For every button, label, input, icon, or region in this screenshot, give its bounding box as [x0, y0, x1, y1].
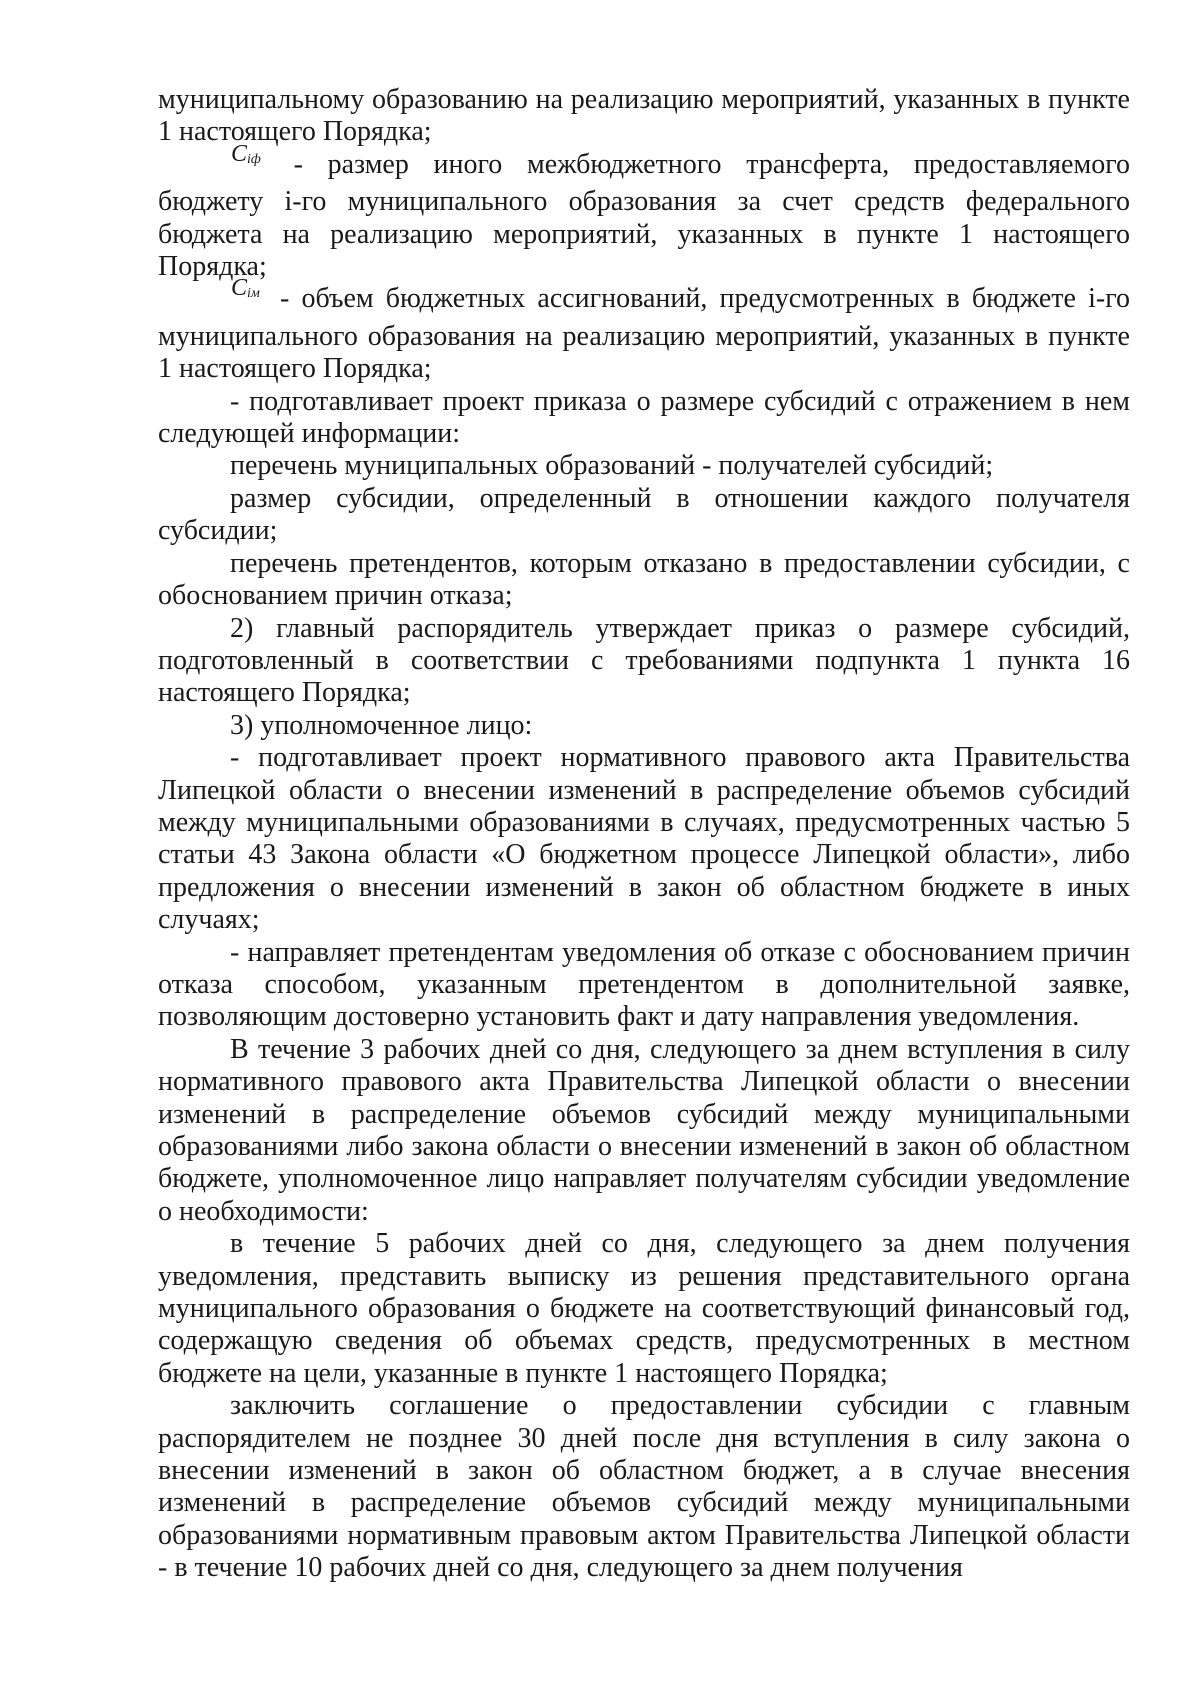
paragraph-text: заключить соглашение о предоставлении субсидии с главным распорядителем не позднее 30 дней после дня вступления в силу закона о внесении изменений в закон об областном бюджет, а в случае внесения изменений в распределение объемов субсидий между муниципальными образованиями нормативным правовым актом Правительства Липецкой области - в течение 10 рабочих дней со дня, следующего за днем получения	[158, 1390, 1130, 1584]
numbered-item	[158, 613, 1130, 710]
paragraph	[158, 742, 1130, 936]
document-text	[158, 84, 1130, 1585]
paragraph-text: перечень муниципальных образований - получателей субсидий;	[230, 450, 994, 482]
paragraph-text: В течение 3 рабочих дней со дня, следующего за днем вступления в силу нормативного правового акта Правительства Липецкой области о внесении изменений в распределение объемов субсидий между муниципальными образованиями либо закона области о внесении изменений в закон об областном бюджете, уполномоченное лицо направляет получателям субсидии уведомление о необходимости:	[158, 1033, 1130, 1227]
symbol-letter: C	[231, 140, 248, 167]
paragraph	[158, 937, 1130, 1034]
paragraph-text: в течение 5 рабочих дней со дня, следующего за днем получения уведомления, представить выписку из решения представительного органа муниципального образования о бюджете на соответствующий финансовый год, содержащую сведения об объемах средств, предусмотренных в местном бюджете на цели, указанные в пункте 1 настоящего Порядка;	[158, 1228, 1130, 1389]
formula-definition-paragraph	[158, 275, 1130, 385]
paragraph	[158, 1228, 1130, 1390]
formula-symbol	[231, 275, 260, 301]
paragraph-text: 3) уполномоченное лицо:	[230, 709, 533, 741]
numbered-item	[158, 710, 1130, 742]
paragraph-text: размер субсидии, определенный в отношении каждого получателя субсидии;	[158, 482, 1130, 547]
symbol-subscript: iф	[247, 151, 261, 167]
paragraph-text: муниципальному образованию на реализацию мероприятий, указанных в пункте 1 настоящего Порядка;	[158, 84, 1130, 148]
paragraph-text: - размер иного межбюджетного трансферта, предоставляемого бюджету i-го муниципального образования за счет средств федерального бюджета на реализацию мероприятий, указанных в пункте 1 настоящего Порядка;	[158, 148, 1130, 283]
paragraph	[158, 386, 1130, 451]
paragraph-text: - подготавливает проект нормативного правового акта Правительства Липецкой области о внесении изменений в распределение объемов субсидий между муниципальными образованиями в случаях, предусмотренных частью 5 статьи 43 Закона области «О бюджетном процессе Липецкой области», либо предложения о внесении изменений в закон об областном бюджете в иных случаях;	[158, 742, 1130, 936]
paragraph-text: 2) главный распорядитель утверждает приказ о размере субсидий, подготовленный в соответствии с требованиями подпункта 1 пункта 16 настоящего Порядка;	[158, 612, 1130, 709]
symbol-subscript: iм	[247, 286, 260, 302]
paragraph	[158, 84, 1130, 149]
list-item	[158, 483, 1130, 548]
paragraph	[158, 1390, 1130, 1584]
paragraph-text: - подготавливает проект приказа о размере субсидий с отражением в нем следующей информации:	[158, 385, 1130, 450]
list-item	[158, 548, 1130, 613]
formula-symbol	[231, 141, 261, 167]
symbol-letter: C	[231, 275, 248, 302]
paragraph-text: перечень претендентов, которым отказано в предоставлении субсидии, с обоснованием причин отказа;	[158, 547, 1130, 612]
paragraph	[158, 1034, 1130, 1228]
formula-definition-paragraph	[158, 140, 1130, 284]
list-item	[158, 450, 1130, 482]
paragraph-text: - направляет претендентам уведомления об отказе с обоснованием причин отказа способом, указанным претендентом в дополнительной заявке, позволяющим достоверно установить факт и дату направления уведомления.	[158, 936, 1130, 1033]
paragraph-text: - объем бюджетных ассигнований, предусмотренных в бюджете i-го муниципального образования на реализацию мероприятий, указанных в пункте 1 настоящего Порядка;	[158, 283, 1130, 385]
